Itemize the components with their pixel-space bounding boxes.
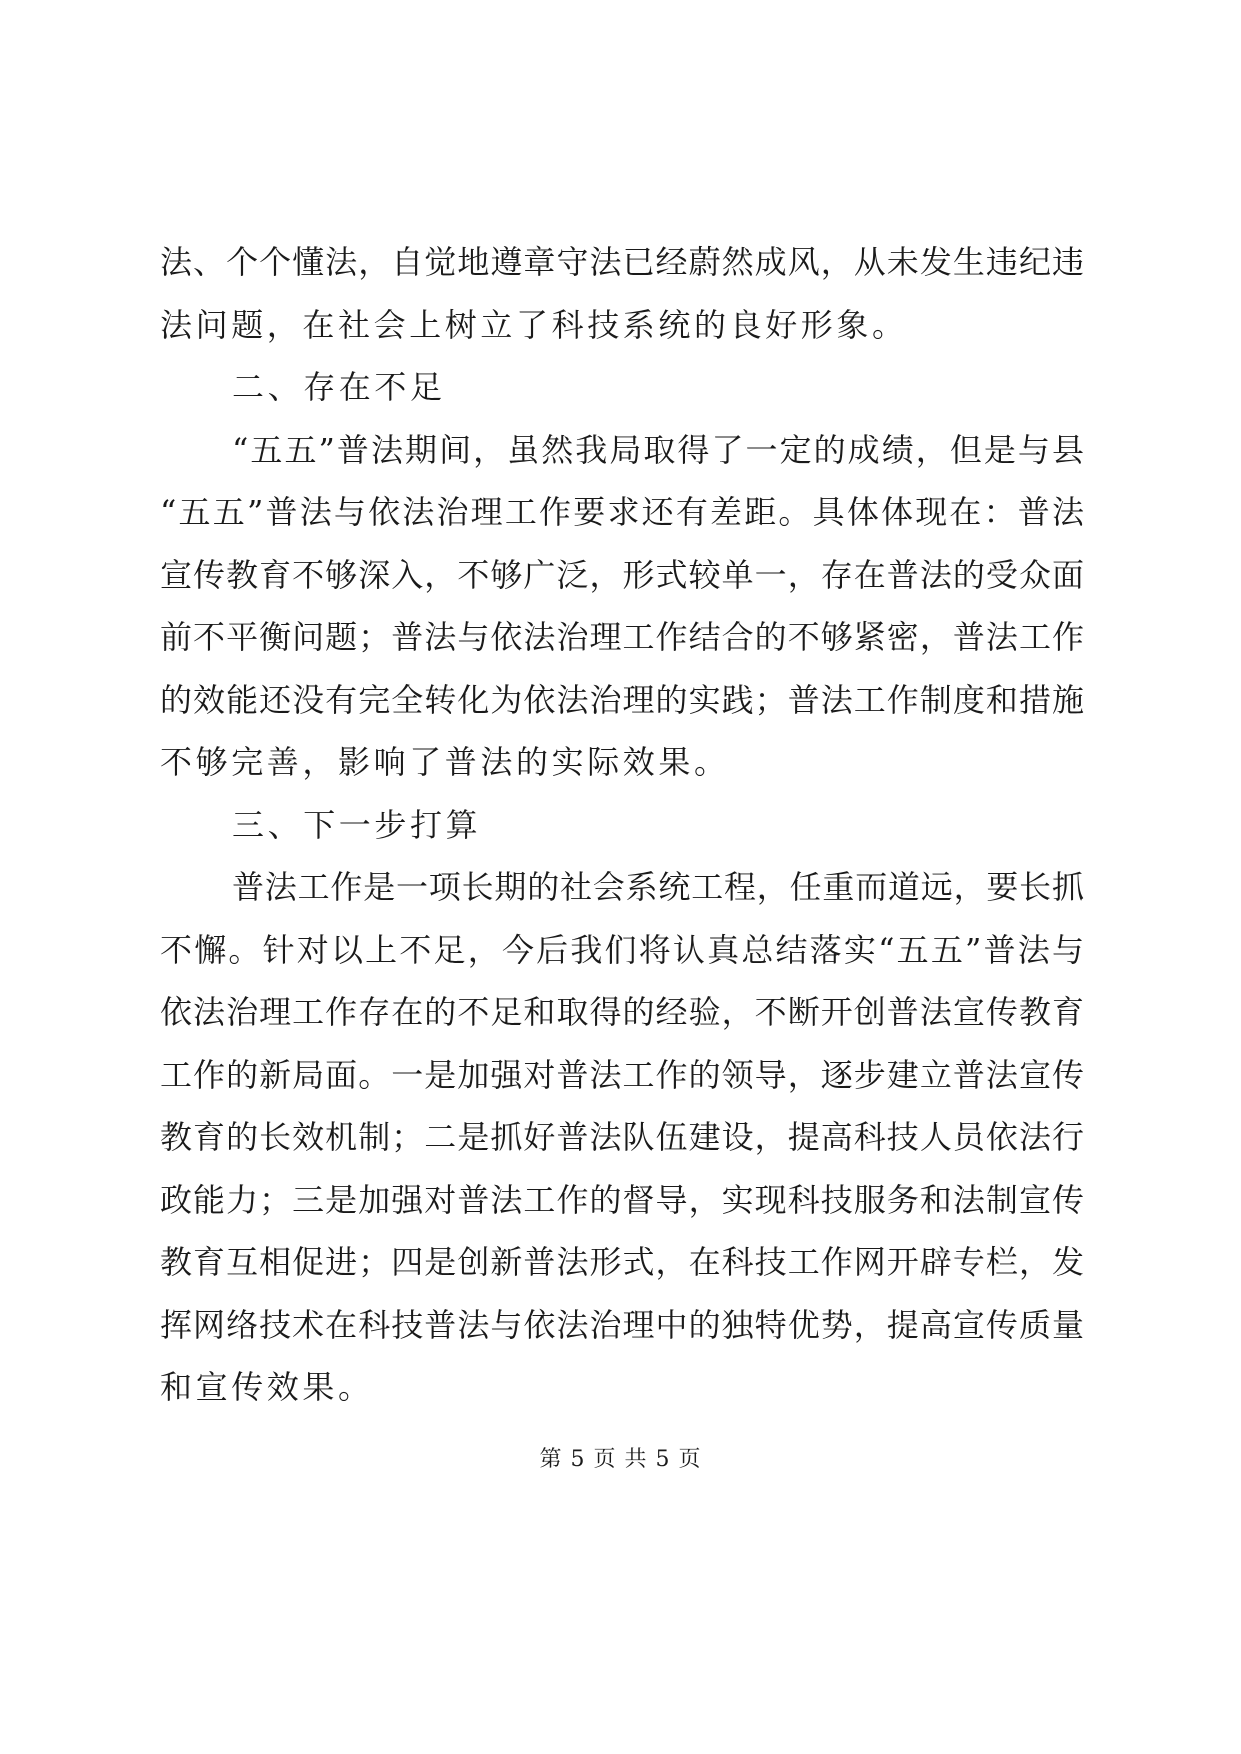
text-line: 普法工作是一项长期的社会系统工程，任重而道远，要长抓 — [232, 868, 1084, 906]
text-line: 法问题，在社会上树立了科技系统的良好形象。 — [160, 305, 908, 344]
text-line: 工作的新局面。一是加强对普法工作的领导，逐步建立普法宣传 — [160, 1055, 1084, 1094]
text-line: 依法治理工作存在的不足和取得的经验，不断开创普法宣传教育 — [160, 993, 1084, 1031]
text-line: 教育的长效机制；二是抓好普法队伍建设，提高科技人员依法行 — [160, 1118, 1084, 1156]
text-line: 的效能还没有完全转化为依法治理的实践；普法工作制度和措施 — [160, 680, 1084, 719]
text-line: 挥网络技术在科技普法与依法治理中的独特优势，提高宣传质量 — [160, 1305, 1084, 1344]
text-line: 不懈。针对以上不足，今后我们将认真总结落实“五五”普法与 — [160, 930, 1084, 969]
text-line: 教育互相促进；四是创新普法形式，在科技工作网开辟专栏，发 — [160, 1243, 1084, 1281]
text-line: 前不平衡问题；普法与依法治理工作结合的不够紧密，普法工作 — [160, 618, 1084, 656]
page-number-footer: 第 5 页 共 5 页 — [539, 1447, 702, 1472]
text-line: 和宣传效果。 — [160, 1368, 374, 1406]
text-line: 宣传教育不够深入，不够广泛，形式较单一，存在普法的受众面 — [160, 555, 1084, 594]
text-line: 政能力；三是加强对普法工作的督导，实现科技服务和法制宣传 — [160, 1180, 1084, 1219]
section-heading-next-steps: 三、下一步打算 — [232, 805, 482, 844]
text-line: “五五”普法期间，虽然我局取得了一定的成绩，但是与县 — [232, 430, 1084, 469]
text-line: 法、个个懂法，自觉地遵章守法已经蔚然成风，从未发生违纪违 — [160, 243, 1084, 281]
text-line: 不够完善，影响了普法的实际效果。 — [160, 743, 730, 781]
text-line: “五五”普法与依法治理工作要求还有差距。具体体现在：普法 — [160, 493, 1084, 531]
body-text — [160, 231, 1084, 1419]
section-heading-shortcomings: 二、存在不足 — [232, 368, 446, 406]
